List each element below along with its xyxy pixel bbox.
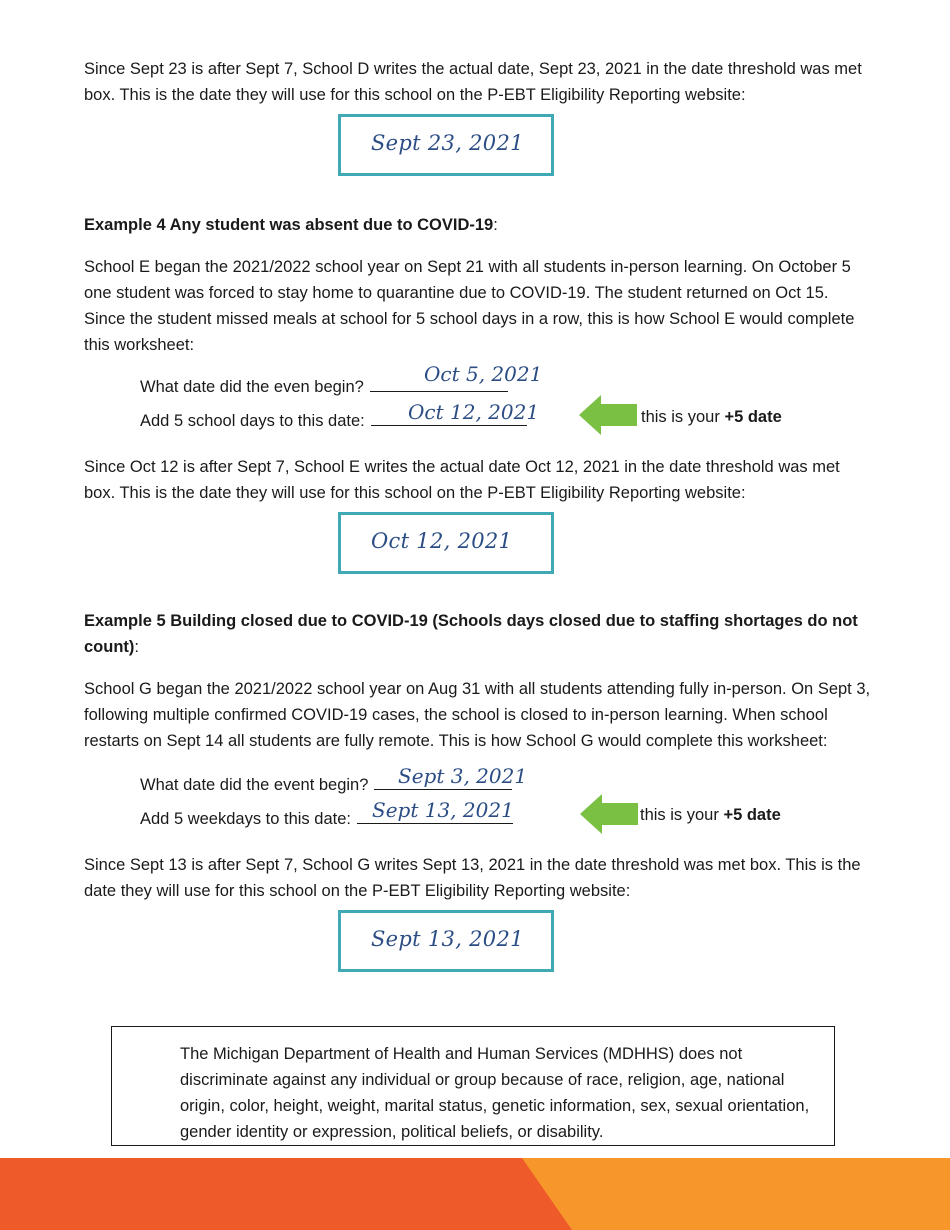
example-4-question-1: What date did the even begin? (140, 376, 508, 398)
example-5-question-2: Add 5 weekdays to this date: (140, 808, 513, 830)
example-4-question-2: Add 5 school days to this date: (140, 410, 527, 432)
example-4-after-paragraph: Since Oct 12 is after Sept 7, School E writes the actual date Oct 12, 2021 in the date threshold was met box. This is the date they will use for this school on the P-EBT Eligibility Reporting website: (84, 458, 840, 502)
date-box-value: Sept 13, 2021 (371, 927, 524, 951)
example-4-answer-2: Oct 12, 2021 (408, 400, 540, 424)
notice-text: The Michigan Department of Health and Human Services (MDHHS) does not discriminate against any individual or group because of race, religion, age, national origin, color, height, weight, marital status, genetic information, sex, sexual orientation, gender identity or expression, political beliefs, or disability. (180, 1045, 810, 1141)
green-arrow-left-icon (580, 794, 638, 834)
date-box-sept-13 (338, 910, 554, 972)
example-5-plus5-note: this is your +5 date (640, 806, 781, 824)
example-4-body: School E began the 2021/2022 school year on Sept 21 with all students in-person learning. On October 5 one student was forced to stay home to quarantine due to COVID-19. The student returned on Oct 15. Since the student missed meals at school for 5 school days in a row, this is how School E would complete this worksheet: (84, 258, 855, 354)
non-discrimination-notice (111, 1026, 835, 1146)
example-5-answer-1: Sept 3, 2021 (398, 764, 528, 788)
intro-paragraph: Since Sept 23 is after Sept 7, School D writes the actual date, Sept 23, 2021 in the date threshold was met box. This is the date they will use for this school on the P-EBT Eligibility Reporting website: (84, 60, 862, 104)
example-5-body: School G began the 2021/2022 school year on Aug 31 with all students attending fully in-person. On Sept 3, following multiple confirmed COVID-19 cases, the school is closed to in-person learning. When school restarts on Sept 14 all students are fully remote. This is how School G would complete this worksheet: (84, 680, 871, 750)
example-5-answer-2: Sept 13, 2021 (372, 798, 514, 822)
date-box-oct-12 (338, 512, 554, 574)
example-4-answer-1: Oct 5, 2021 (424, 362, 543, 386)
date-box-value: Sept 23, 2021 (371, 131, 524, 155)
green-arrow-left-icon (579, 395, 637, 435)
footer-color-band (0, 1158, 950, 1230)
date-box-sept-23 (338, 114, 554, 176)
example-4-heading: Example 4 Any student was absent due to COVID-19: (84, 216, 498, 234)
example-5-heading: Example 5 Building closed due to COVID-19 (Schools days closed due to staffing shortages do not count): (84, 612, 858, 656)
example-5-question-1: What date did the event begin? (140, 774, 512, 796)
date-box-value: Oct 12, 2021 (371, 529, 513, 553)
example-5-after-paragraph: Since Sept 13 is after Sept 7, School G writes Sept 13, 2021 in the date threshold was met box. This is the date they will use for this school on the P-EBT Eligibility Reporting website: (84, 856, 861, 900)
example-4-plus5-note: this is your +5 date (641, 408, 782, 426)
